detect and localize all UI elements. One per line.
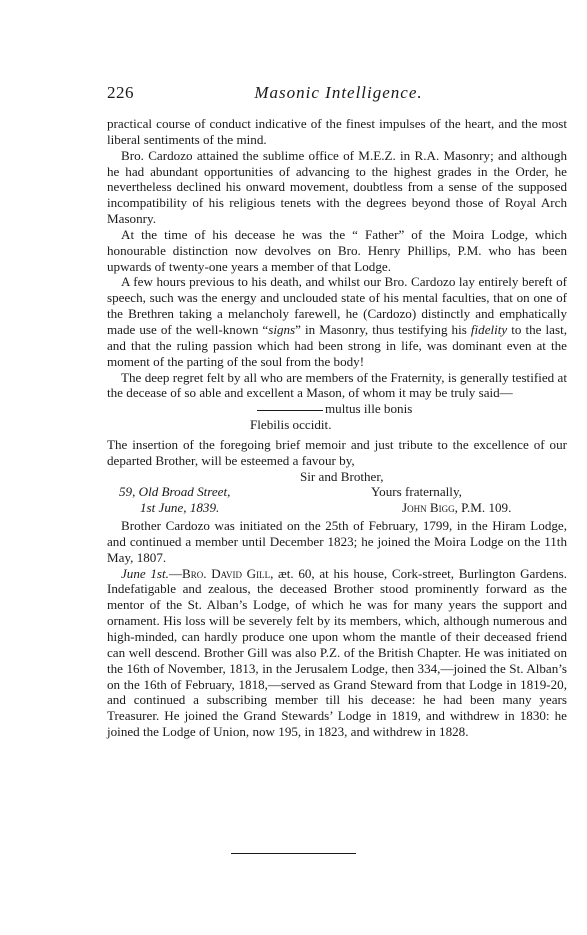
- address-row: [107, 484, 567, 500]
- salutation: Sir and Brother,: [300, 468, 384, 484]
- end-rule: [231, 853, 356, 854]
- page-number: 226: [107, 83, 134, 102]
- obituary-dash: —: [168, 565, 183, 581]
- paragraph-4-text-a: A few hours previous to his death, and whilst our Bro. Cardozo lay entirely bereft of speech, such was the energy and unclouded state of his mental faculties, that on one of the Brethren taking a melancholy farewell, he (Cardozo) distinctly and emphatically made use of the well-known “: [107, 274, 567, 337]
- date-signature-row: [107, 500, 567, 516]
- paragraph-1: practical course of conduct indicative of the finest impulses of the heart, and the most liberal sentiments of the mind.: [107, 116, 567, 147]
- signer-last-name: Bigg: [429, 500, 455, 516]
- obituary-name: Bro. David Gill: [182, 565, 271, 581]
- yours-fraternally: Yours fraternally,: [371, 484, 462, 500]
- paragraph-4-text-c: to the last, and that the ruling passion which had been strong in life, was dominant even at the moment of the parting of the soul from the body!: [107, 321, 567, 369]
- signs-emphasis: signs: [268, 321, 296, 337]
- obituary-text: , æt. 60, at his house, Cork-street, Burlington Gardens. Indefatigable and zealous, the deceased Brother stood prominently forward as the mentor of the St. Alban’s Lodge, of which he was for many years the support and ornament. His loss will be severely felt by its members, which, although numerous and high-minded, can hardly produce one upon whom the mantle of their deceased friend can well descend. Brother Gill was also P.Z. of the British Chapter. He was initiated on the 16th of November, 1813, in the Jerusalem Lodge, then 334,—joined the St. Alban’s on the 16th of February, 1818,—served as Grand Steward from that Lodge in 1819-20, and continued a subscribing member till his decease: he had been many years Treasurer. He joined the Grand Stewards’ Lodge in 1819, and withdrew in 1830: he joined the Lodge of Union, now 195, in 1823, and withdrew in 1828.: [107, 565, 567, 740]
- verse-line-1: [107, 401, 567, 417]
- page-header: [107, 83, 570, 105]
- paragraph-7: Brother Cardozo was initiated on the 25th of February, 1799, in the Hiram Lodge, and continued a member until December 1823; he joined the Moira Lodge on the 11th May, 1807.: [107, 518, 567, 565]
- signer-first-name: John: [402, 500, 427, 516]
- paragraph-4-text-b: ” in Masonry, thus testifying his: [295, 321, 471, 337]
- verse-dash-rule: [257, 410, 323, 411]
- paragraph-2: Bro. Cardozo attained the sublime office of M.E.Z. in R.A. Masonry; and although he had abundant opportunities of advancing to the highest grades in the Order, he nevertheless declined his onward movement, doubtless from a sense of the supposed incompatibility of his religious tenets with the degrees beyond those of Royal Arch Masonry.: [107, 147, 567, 227]
- verse-line-1-text: multus ille bonis: [325, 401, 413, 417]
- obituary-date: June 1st.: [121, 565, 169, 581]
- running-head: Masonic Intelligence.: [254, 83, 423, 102]
- paragraph-5: The deep regret felt by all who are members of the Fraternity, is generally testified at the decease of so able and excellent a Mason, of whom it may be truly said—: [107, 369, 567, 401]
- paragraph-4: [107, 274, 567, 369]
- signer-title: , P.M. 109.: [454, 500, 512, 516]
- signature: [402, 500, 511, 516]
- paragraph-8: [107, 566, 567, 740]
- salutation-row: [107, 469, 567, 485]
- address: 59, Old Broad Street,: [119, 484, 231, 500]
- letter-date: 1st June, 1839.: [140, 500, 220, 516]
- paragraph-3: At the time of his decease he was the “ Father” of the Moira Lodge, which honourable distinction now devolves on Bro. Henry Phillips, P.M. who has been upwards of twenty-one years a member of that Lodge.: [107, 226, 567, 274]
- paragraph-6: The insertion of the foregoing brief memoir and just tribute to the excellence of our departed Brother, will be esteemed a favour by,: [107, 436, 567, 468]
- article-body: [107, 116, 567, 740]
- verse-line-2: Flebilis occidit.: [250, 417, 332, 433]
- fidelity-emphasis: fidelity: [470, 321, 508, 337]
